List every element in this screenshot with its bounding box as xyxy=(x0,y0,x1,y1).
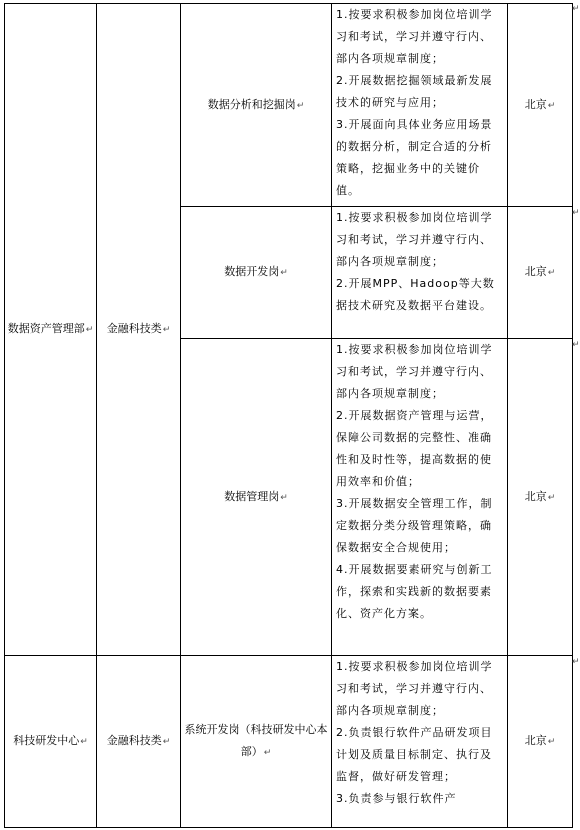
job-table xyxy=(4,3,573,828)
paragraph-mark-icon: ↵ xyxy=(80,737,88,747)
duty-item: 2.开展数据挖掘领域最新发展技术的研究与应用； xyxy=(336,74,493,109)
duty-item: 3.开展数据安全管理工作，制定数据分类分级管理策略，确保数据安全合规使用； xyxy=(336,497,493,554)
duties-cell xyxy=(332,4,508,207)
paragraph-mark-icon: ↵ xyxy=(280,492,288,503)
duty-item: 2.开展数据资产管理与运营，保障公司数据的完整性、准确性和及时性等，提高数据的使用效率和价值； xyxy=(336,409,493,488)
location-name: 北京 xyxy=(524,265,547,278)
dept-cell xyxy=(5,4,97,656)
position-cell xyxy=(181,207,332,339)
position-title: 数据开发岗 xyxy=(224,265,280,278)
paragraph-mark-icon: ↵ xyxy=(85,325,94,335)
paragraph-mark-icon: ↵ xyxy=(162,737,171,747)
duty-item: 1.按要求积极参加岗位培训学习和考试，学习并遵守行内、部内各项规章制度； xyxy=(336,660,493,717)
location-cell xyxy=(508,339,573,656)
paragraph-mark-icon: ↵ xyxy=(280,268,288,278)
location-cell xyxy=(508,4,573,207)
row-end-mark-icon: ↵ xyxy=(572,657,580,667)
position-cell xyxy=(181,4,332,207)
position-cell xyxy=(181,656,332,828)
paragraph-mark-icon: ↵ xyxy=(547,268,556,278)
position-title: 系统开发岗（科技研发中心本部） xyxy=(184,723,328,758)
row-end-mark-icon: ↵ xyxy=(572,340,580,350)
location-name: 北京 xyxy=(524,97,547,111)
category-cell xyxy=(97,656,181,828)
duty-item: 3.负责参与银行软件产 xyxy=(336,792,457,805)
row-end-mark-icon: ↵ xyxy=(572,4,580,14)
location-cell xyxy=(508,207,573,339)
paragraph-mark-icon: ↵ xyxy=(547,100,556,111)
category-name: 金融科技类 xyxy=(106,734,162,747)
dept-name: 数据资产管理部 xyxy=(7,322,85,335)
position-title: 数据分析和挖掘岗 xyxy=(207,97,296,111)
duty-item: 1.按要求积极参加岗位培训学习和考试，学习并遵守行内、部内各项规章制度； xyxy=(336,8,493,65)
duty-item: 1.按要求积极参加岗位培训学习和考试，学习并遵守行内、部内各项规章制度； xyxy=(336,211,493,268)
duty-item: 2.负责银行软件产品研发项目计划及质量目标制定、执行及监督，做好研发管理； xyxy=(336,726,493,783)
position-title: 数据管理岗 xyxy=(224,489,280,503)
category-name: 金融科技类 xyxy=(106,322,162,335)
dept-cell xyxy=(5,656,97,828)
paragraph-mark-icon: ↵ xyxy=(296,100,305,111)
row-end-mark-icon: ↵ xyxy=(572,208,580,218)
position-cell xyxy=(181,339,332,656)
location-name: 北京 xyxy=(524,734,547,747)
dept-name: 科技研发中心 xyxy=(13,734,80,747)
duties-cell xyxy=(332,656,508,828)
paragraph-mark-icon: ↵ xyxy=(547,492,556,503)
paragraph-mark-icon: ↵ xyxy=(162,325,171,335)
duty-item: 3.开展面向具体业务应用场景的数据分析，制定合适的分析策略，挖掘业务中的关键价值。 xyxy=(336,118,493,197)
duty-item: 4.开展数据要素研究与创新工作，探索和实践新的数据要素化、资产化方案。 xyxy=(336,563,493,620)
location-name: 北京 xyxy=(524,489,547,503)
category-cell xyxy=(97,4,181,656)
location-cell xyxy=(508,656,573,828)
duty-item: 1.按要求积极参加岗位培训学习和考试，学习并遵守行内、部内各项规章制度； xyxy=(336,343,493,400)
duties-cell xyxy=(332,207,508,339)
duty-item: 2.开展MPP、Hadoop等大数据技术研究及数据平台建设。 xyxy=(336,277,495,312)
paragraph-mark-icon: ↵ xyxy=(263,748,272,758)
table-row xyxy=(5,4,573,207)
table-row xyxy=(5,656,573,828)
duties-cell xyxy=(332,339,508,656)
paragraph-mark-icon: ↵ xyxy=(547,737,556,747)
